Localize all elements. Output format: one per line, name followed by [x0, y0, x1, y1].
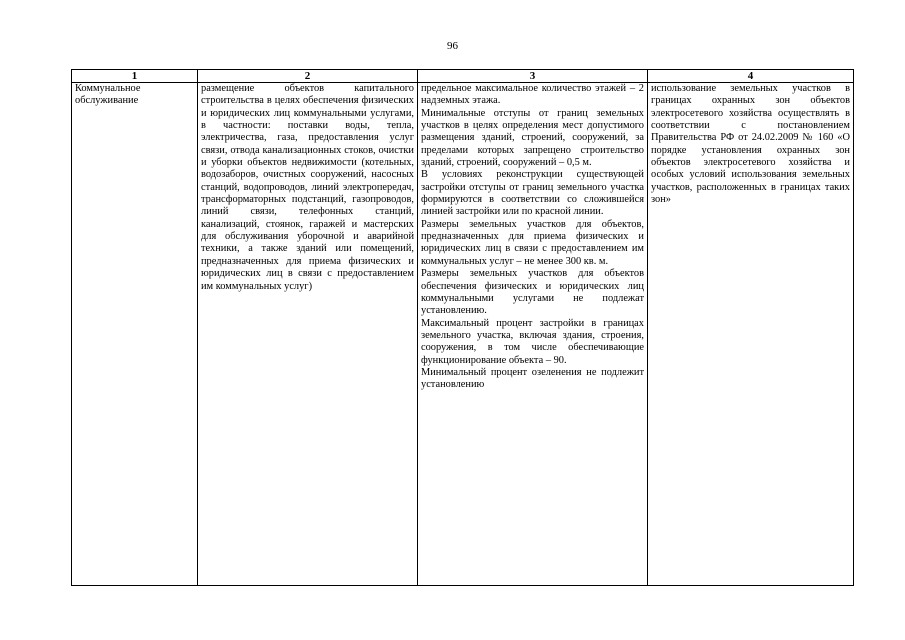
use-type-name: Коммунальное обслуживание — [75, 83, 141, 107]
parameter-paragraph: В условиях реконструкции существующей застройки отступы от границ земельного участка формируются в соответствии со сложившейся линией застройки или по красной линии. — [421, 169, 644, 218]
parameter-paragraph: Максимальный процент застройки в границах земельного участка, включая здания, строения, сооружения, в том числе обеспечивающие функционирование объекта – 90. — [421, 317, 644, 366]
parameter-paragraph: предельное максимальное количество этажей – 2 надземных этажа. — [421, 83, 644, 107]
parameter-paragraph: Минимальный процент озеленения не подлежит установлению — [421, 366, 644, 391]
cell-restrictions — [648, 83, 854, 586]
header-col-2: 2 — [198, 70, 418, 83]
page-number: 96 — [447, 40, 458, 52]
parameter-paragraph: Минимальные отступы от границ земельных участков в целях определения мест допустимого размещения зданий, строений, сооружений, за пределами которых запрещено строительство зданий, строений, сооружений – 0,5 м. — [421, 107, 644, 169]
table-header-row — [72, 70, 854, 83]
parameter-paragraph: Размеры земельных участков для объектов, предназначенных для приема физических и юридических лиц в связи с предоставлением им коммунальных услуг – не менее 300 кв. м. — [421, 218, 644, 267]
cell-parameters — [418, 83, 648, 586]
cell-use-type — [72, 83, 198, 586]
parameter-paragraph: Размеры земельных участков для объектов обеспечения физических и юридических лиц коммунальными услугами не подлежат установлению. — [421, 268, 644, 317]
cell-description — [198, 83, 418, 586]
land-use-table — [71, 69, 854, 586]
use-description: размещение объектов капитального строительства в целях обеспечения физических и юридических лиц коммунальными услугами, в частности: поставки воды, тепла, электричества, газа, предоставления услуг связи, отвода канализационных стоков, очистки и уборки объектов недвижимости (котельных, водозаборов, очистных сооружений, насосных станций, водопроводов, линий электропередач, трансформаторных подстанций, газопроводов, линий связи, телефонных станций, канализаций, стоянок, гаражей и мастерских для обслуживания уборочной и аварийной техники, а также зданий или помещений, предназначенных для приема физических и юридических лиц в связи с предоставлением им коммунальных услуг) — [201, 83, 414, 292]
header-col-4: 4 — [648, 70, 854, 83]
header-col-1: 1 — [72, 70, 198, 83]
table-row — [72, 83, 854, 586]
restrictions-text: использование земельных участков в границах охранных зон объектов электросетевого хозяйства осуществлять в соответствии с постановлением Правительства РФ от 24.02.2009 № 160 «О порядке установления охранных зон объектов электросетевого хозяйства и особых условий использования земельных участков, расположенных в границах таких зон» — [651, 83, 850, 206]
header-col-3: 3 — [418, 70, 648, 83]
